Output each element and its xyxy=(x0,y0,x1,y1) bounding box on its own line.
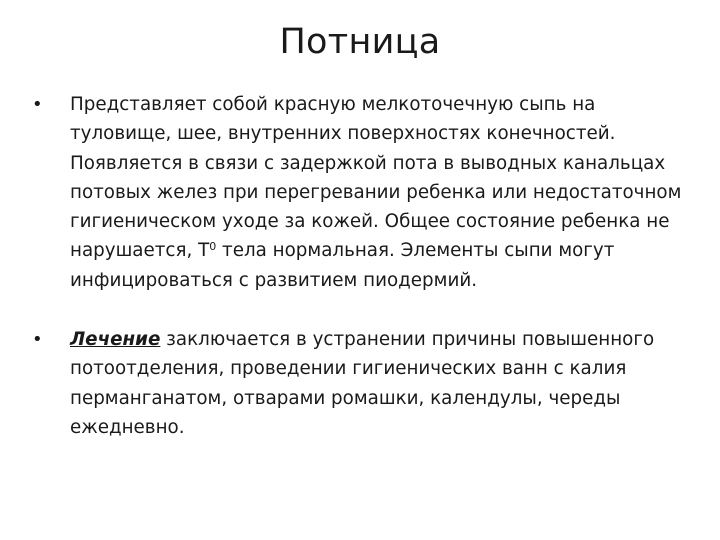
slide-title: Потница xyxy=(279,22,441,62)
treatment-text: заключается в устранении причины повышенного потоотделения, проведении гигиенических ванн с калия перманганатом, отварами ромашки, календулы, череды ежедневно. xyxy=(70,329,655,438)
bullet-item-description xyxy=(32,90,692,295)
bullet-list xyxy=(32,90,692,442)
description-text: Представляет собой красную мелкоточечную сыпь на туловище, шее, внутренних поверхностях конечностей. Появляется в связи с задержкой пота в выводных канальцах потовых желез при перегревании ребенка или недостаточном гигиеническом уходе за кожей. Общее состояние ребенка не нарушается, Т xyxy=(70,94,682,262)
bullet-item-treatment xyxy=(32,325,692,442)
bullet-marker: • xyxy=(32,94,43,115)
bullet-marker: • xyxy=(32,329,43,351)
temperature-superscript: 0 xyxy=(209,240,217,254)
description-text-continued: тела нормальная. Элементы сыпи могут инфицироваться с развитием пиодермий. xyxy=(70,240,615,291)
treatment-lead-word: Лечение xyxy=(70,329,161,351)
